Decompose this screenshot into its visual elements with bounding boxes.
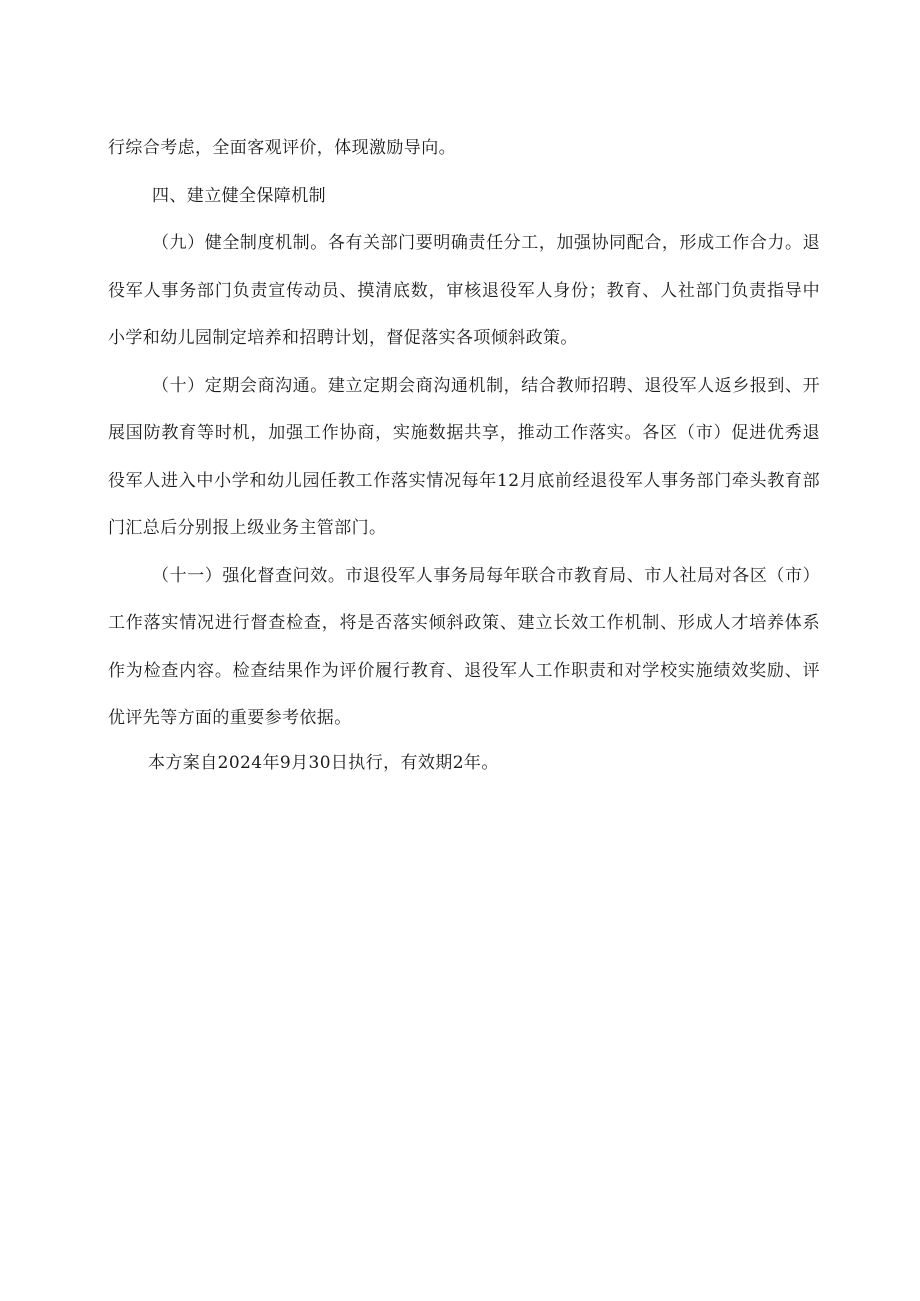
paragraph-item-10: （十）定期会商沟通。建立定期会商沟通机制，结合教师招聘、退役军人返乡报到、开展国防教育等时机，加强工作协商，实施数据共享，推动工作落实。各区（市）促进优秀退役军人进入中小学和幼儿园任教工作落实情况每年12月底前经退役军人事务部门牵头教育部门汇总后分别报上级业务主管部门。 xyxy=(108,375,820,538)
paragraph-item-9: （九）健全制度机制。各有关部门要明确责任分工，加强协同配合，形成工作合力。退役军人事务部门负责宣传动员、摸清底数，审核退役军人身份；教育、人社部门负责指导中小学和幼儿园制定培养和招聘计划，督促落实各项倾斜政策。 xyxy=(108,233,820,348)
paragraph-continuation: 行综合考虑，全面客观评价，体现激励导向。 xyxy=(108,138,456,158)
section-heading: 四、建立健全保障机制 xyxy=(152,185,326,206)
effective-date-statement: 本方案自2024年9月30日执行，有效期2年。 xyxy=(148,752,499,773)
paragraph-item-11: （十一）强化督查问效。市退役军人事务局每年联合市教育局、市人社局对各区（市）工作落实情况进行督查检查，将是否落实倾斜政策、建立长效工作机制、形成人才培养体系作为检查内容。检查结果作为评价履行教育、退役军人工作职责和对学校实施绩效奖励、评优评先等方面的重要参考依据。 xyxy=(108,565,820,728)
document-body xyxy=(108,125,820,783)
